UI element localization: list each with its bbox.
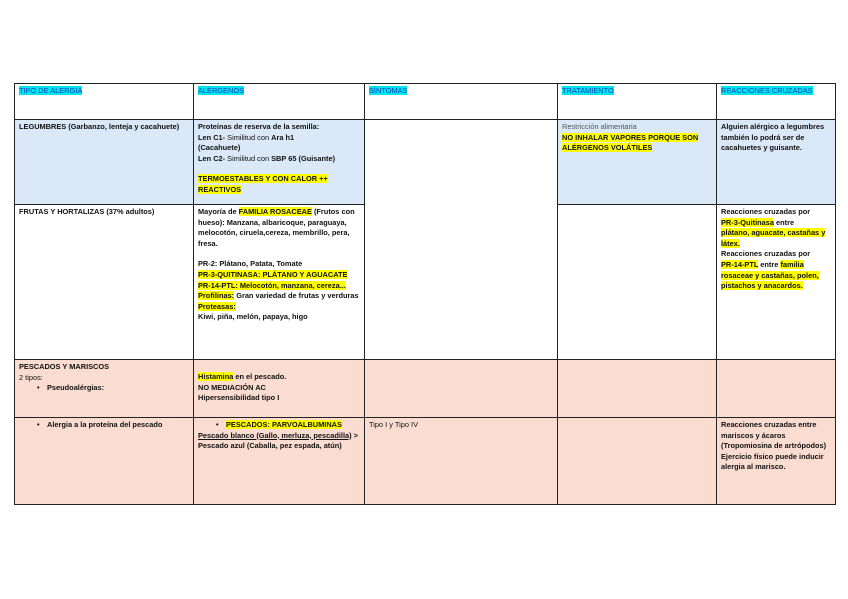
header-sintomas: SÍNTOMAS: [365, 84, 558, 120]
pseudoalergias-bullet: • Pseudoalérgias:: [33, 383, 190, 394]
proteina-alergenos: • PESCADOS: PARVOALBUMINAS Pescado blanco (Gallo, merluza, pescadilla) > Pescado azul (Caballa, pez espada, atún): [194, 418, 365, 505]
header-row: [15, 84, 836, 120]
allergy-table: [14, 83, 836, 505]
row-pescados: [15, 360, 836, 418]
proteina-bullet: • Alergia a la proteína del pescado: [33, 420, 190, 431]
frutas-alergenos: Mayoría de FAMILIA ROSACEAE (Frutos con hueso): Manzana, albaricoque, paraguaya, melocotón, ciruela,cereza, membrillo, pera, fresa. PR-2: Plátano, Patata, Tomate PR-3-QUITINASA: PLÁTANO Y AGUACATE PR-14-PTL: Melocotón, manzana, cereza... Profilinas: Gran variedad de frutas y verduras Proteasas: Kiwi, piña, melón, papaya, higo: [194, 205, 365, 360]
legumbres-alergenos: Proteínas de reserva de la semilla: Len C1- Similitud con Ara h1 (Cacahuete) Len C2- Similitud con SBP 65 (Guisante) TERMOESTABLES Y CON CALOR ++ REACTIVOS: [194, 120, 365, 205]
proteina-reacciones: Reacciones cruzadas entre mariscos y ácaros (Tropomiosina de artrópodos) Ejercicio físico puede inducir alergia al marisco.: [717, 418, 836, 505]
frutas-tratamiento: [558, 205, 717, 360]
header-reacciones: REACCIONES CRUZADAS: [717, 84, 836, 120]
legumbres-tratamiento: Restricción alimentaria NO INHALAR VAPORES PORQUE SON ALÉRGENOS VOLÁTILES: [558, 120, 717, 205]
row-legumbres: [15, 120, 836, 205]
legumbres-tipo: LEGUMBRES (Garbanzo, lenteja y cacahuete): [15, 120, 194, 205]
header-tipo: TIPO DE ALERGIA: [15, 84, 194, 120]
pescados-sintomas: [365, 360, 558, 418]
termoestables-highlight: TERMOESTABLES Y CON CALOR ++ REACTIVOS: [198, 174, 328, 194]
legumbres-reacciones: Alguien alérgico a legumbres también lo podrá ser de cacahuetes y guisante.: [717, 120, 836, 205]
header-tratamiento: TRATAMIENTO: [558, 84, 717, 120]
proteina-tratamiento: [558, 418, 717, 505]
header-alergenos: ALÉRGENOS: [194, 84, 365, 120]
pescados-tipo: PESCADOS Y MARISCOS 2 tipos: • Pseudoalérgias:: [15, 360, 194, 418]
proteina-tipo: [15, 418, 194, 505]
pescados-alergenos: Histamina en el pescado. NO MEDIACIÓN AC Hipersensibilidad tipo I: [194, 360, 365, 418]
frutas-reacciones: Reacciones cruzadas por PR-3-Quitinasa entre plátano, aguacate, castañas y látex. Reacciones cruzadas por PR-14-PTL entre familia rosaceae y castañas, polen, pistachos y anacardos.: [717, 205, 836, 360]
sintomas-merged: [365, 120, 558, 360]
frutas-tipo: FRUTAS Y HORTALIZAS (37% adultos): [15, 205, 194, 360]
pescados-tratamiento: [558, 360, 717, 418]
vapores-highlight: NO INHALAR VAPORES PORQUE SON ALÉRGENOS VOLÁTILES: [562, 132, 699, 153]
row-proteina: [15, 418, 836, 505]
proteina-sintomas: Tipo I y Tipo IV: [365, 418, 558, 505]
pescados-reacciones: [717, 360, 836, 418]
